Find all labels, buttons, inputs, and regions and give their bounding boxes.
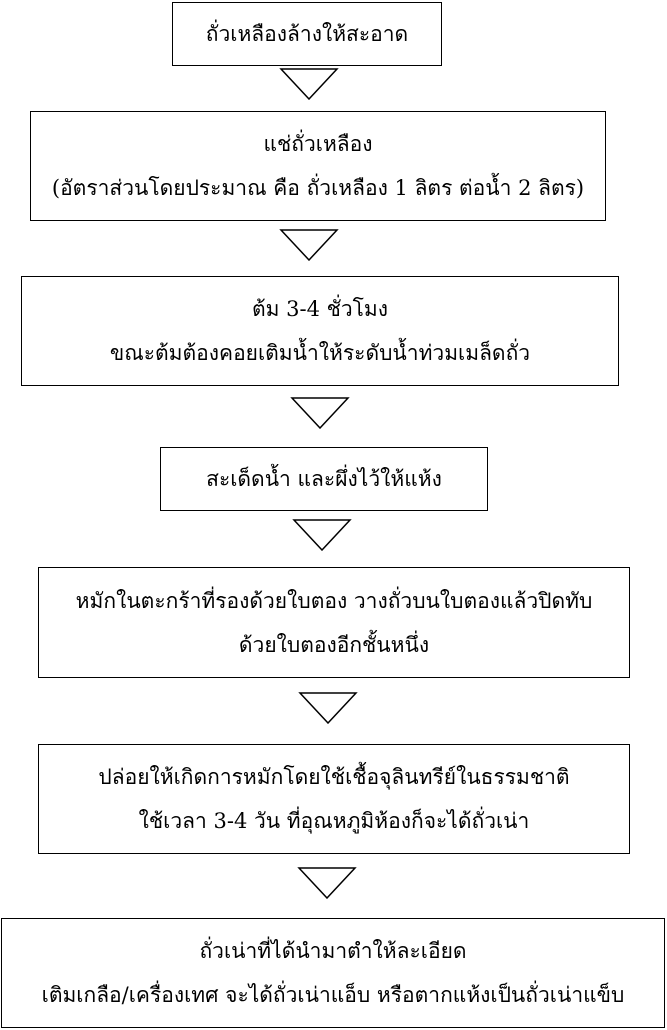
step-2-line-1: แช่ถั่วเหลือง [263,132,373,156]
arrow-down-icon [292,519,352,551]
step-3-line-1: ต้ม 3-4 ชั่วโมง [251,297,389,321]
step-2-line-2: (อัตราส่วนโดยประมาณ คือ ถั่วเหลือง 1 ลิตร ต่อน้ำ 2 ลิตร) [51,176,585,200]
step-3-box [21,276,619,386]
step-6-line-2: ใช้เวลา 3-4 วัน ที่อุณหภูมิห้องก็จะได้ถั่วเน่า [138,809,530,833]
step-3-line-2: ขณะต้มต้องคอยเติมน้ำให้ระดับน้ำท่วมเมล็ดถั่ว [109,341,531,365]
arrow-down-icon [298,692,358,724]
step-5-line-1: หมักในตะกร้าที่รองด้วยใบตอง วางถั่วบนใบตองแล้วปิดทับ [75,588,593,613]
arrow-down-icon [297,867,357,899]
step-4-box [160,447,488,511]
step-2-box [30,111,606,221]
step-1-box [172,2,442,66]
step-6-box [38,744,630,854]
step-6-line-1: ปล่อยให้เกิดการหมักโดยใช้เชื้อจุลินทรีย์ในธรรมชาติ [98,765,570,789]
step-5-box [38,567,630,678]
step-1-line-1: ถั่วเหลืองล้างให้สะอาด [205,22,409,46]
arrow-down-icon [290,397,350,429]
step-5-line-2: ด้วยใบตองอีกชั้นหนึ่ง [238,632,430,657]
step-4-line-1: สะเด็ดน้ำ และผึ่งไว้ให้แห้ง [206,467,442,491]
step-7-line-2: เติมเกลือ/เครื่องเทศ จะได้ถั่วเน่าแอ็บ หรือตากแห้งเป็นถั่วเน่าแข็บ [41,983,625,1007]
step-7-line-1: ถั่วเน่าที่ได้นำมาตำให้ละเอียด [199,939,467,963]
arrow-down-icon [279,229,339,261]
arrow-down-icon [279,68,339,100]
step-7-box [1,918,665,1028]
